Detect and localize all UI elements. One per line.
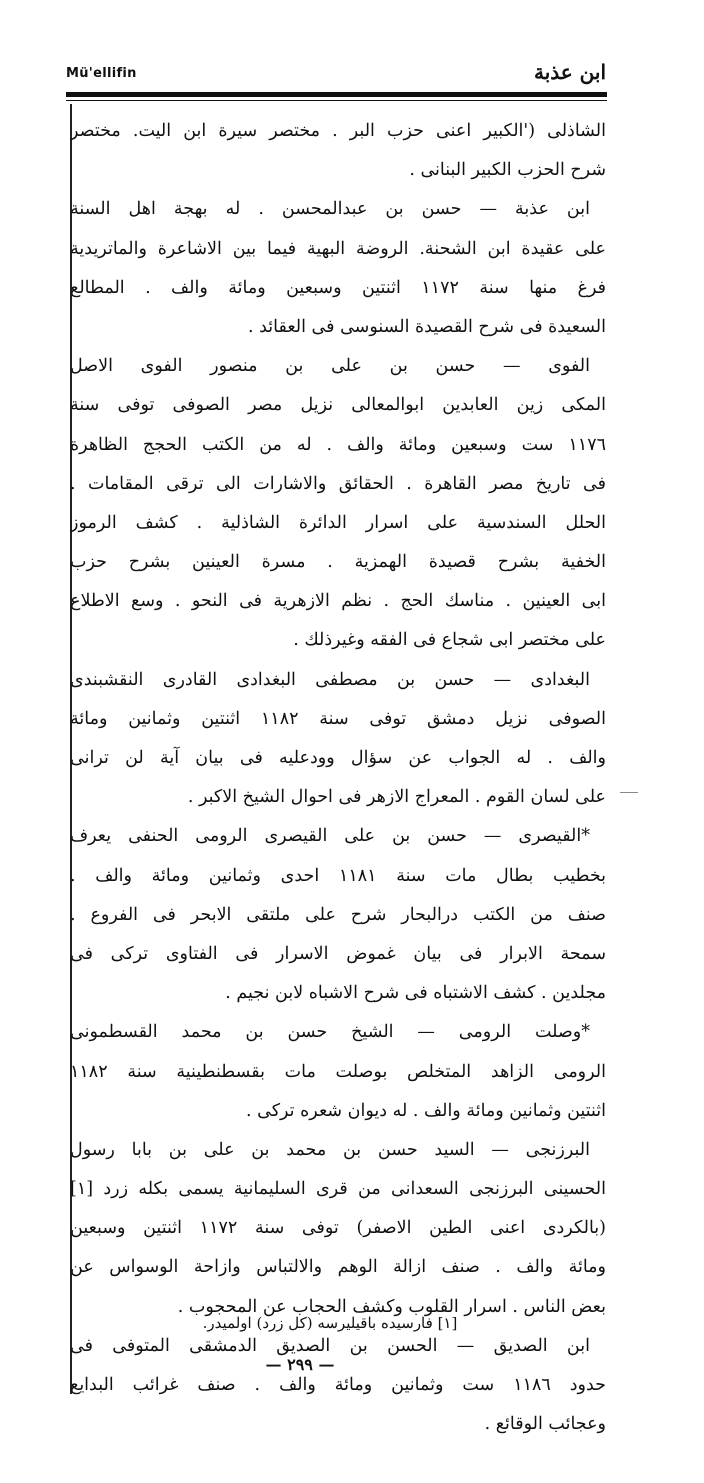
footnote: [١] فارسيده باقيليرسه (كل زرد) اولميدر. xyxy=(202,1314,458,1332)
text-line: بعض الناس . اسرار القلوب وكشف الحجاب عن المحجوب . xyxy=(177,1296,606,1317)
text-line: ابى العينين . مناسك الحج . نظم الازهرية فى النحو . وسع الاطلاع xyxy=(70,591,606,612)
text-line: *وصلت الرومى — الشيخ حسن بن محمد القسطمونى xyxy=(70,1022,590,1043)
text-line: (بالكردى اعنى الطين الاصفر) توفى سنة ١١٧٢ اثنتين وسبعين xyxy=(70,1218,606,1239)
text-line: فرغ منها سنة ١١٧٢ اثنتين وسبعين ومائة والف . المطالع xyxy=(70,277,606,298)
text-line: على عقيدة ابن الشحنة. الروضة البهية فيما بين الاشاعرة والماتريدية xyxy=(70,238,606,259)
text-line: المكى زين العابدين ابوالمعالى نزيل مصر الصوفى توفى سنة xyxy=(70,395,606,416)
page-number: — ٢٩٩ — xyxy=(265,1355,335,1374)
text-line: سمحة الابرار فى بيان غموض الاسرار فى الفتاوى تركى فى xyxy=(70,943,606,964)
running-header-right: ابن عذبة xyxy=(533,60,606,84)
running-header-left: Mü'ellifin xyxy=(66,66,137,81)
text-line: الشاذلى ('الكبير اعنى حزب البر . مختصر سيرة ابن اليت. مختصر xyxy=(70,121,606,141)
text-line: شرح الحزب الكبير البنانى . xyxy=(409,160,606,181)
text-line: مجلدين . كشف الاشتباه فى شرح الاشباه لابن نجيم . xyxy=(225,983,606,1004)
text-line: ابن الصديق — الحسن بن الصديق الدمشقى المتوفى فى xyxy=(70,1335,590,1356)
text-line: فى تاريخ مصر القاهرة . الحقائق والاشارات الى ترقى المقامات . xyxy=(70,473,606,494)
text-line: *القيصرى — حسن بن على القيصرى الرومى الحنفى يعرف xyxy=(70,826,590,847)
text-line: على لسان القوم . المعراج الازهر فى احوال الشيخ الاكبر . xyxy=(187,787,606,808)
header-rule-thin xyxy=(66,100,607,101)
text-line: ابن عذبة — حسن بن عبدالمحسن . له بهجة اهل السنة xyxy=(70,199,590,220)
text-line: الحسينى البرزنجى السعدانى من قرى السليمانية يسمى بكله زرد [١] xyxy=(70,1179,606,1200)
text-line: وعجائب الوقائع . xyxy=(484,1414,606,1435)
text-line: على مختصر ابى شجاع فى الفقه وغيرذلك . xyxy=(293,630,606,651)
text-line: اثنتين وثمانين ومائة والف . له ديوان شعره تركى . xyxy=(245,1100,606,1121)
text-line: البغدادى — حسن بن مصطفى البغدادى القادرى النقشبندى xyxy=(70,669,590,690)
text-line: ومائة والف . صنف ازالة الوهم والالتباس وازاحة الوسواس عن xyxy=(70,1257,606,1278)
text-line: البرزنجى — السيد حسن بن محمد بن على بن بابا رسول xyxy=(70,1139,590,1160)
text-line: الحلل السندسية على اسرار الدائرة الشاذلية . كشف الرموز xyxy=(70,512,606,533)
text-line: الرومى الزاهد المتخلص بوصلت مات بقسطنطينية سنة ١١٨٢ xyxy=(70,1061,606,1082)
text-line: الفوى — حسن بن على بن منصور الفوى الاصل xyxy=(70,356,590,377)
text-line: والف . له الجواب عن سؤال وودعليه فى بيان آية لن ترانى xyxy=(70,748,606,768)
text-line: الخفية بشرح قصيدة الهمزية . مسرة العينين بشرح حزب xyxy=(70,552,606,573)
text-line: السعيدة فى شرح القصيدة السنوسى فى العقائد . xyxy=(247,316,606,337)
text-line: ١١٧٦ ست وسبعين ومائة والف . له من الكتب الحجج الظاهرة xyxy=(70,434,606,455)
text-line: حدود ١١٨٦ ست وثمانين ومائة والف . صنف غرائب البدايع xyxy=(70,1375,606,1395)
text-line: الصوفى نزيل دمشق توفى سنة ١١٨٢ اثنتين وثمانين ومائة xyxy=(70,708,606,729)
margin-mark xyxy=(620,792,638,793)
text-line: صنف من الكتب درالبحار شرح على ملتقى الابحر فى الفروع . xyxy=(70,904,606,925)
header-rule-thick xyxy=(66,92,607,97)
body-text xyxy=(70,112,606,1444)
text-line: بخطيب بطال مات سنة ١١٨١ احدى وثمانين ومائة والف . xyxy=(70,865,606,886)
